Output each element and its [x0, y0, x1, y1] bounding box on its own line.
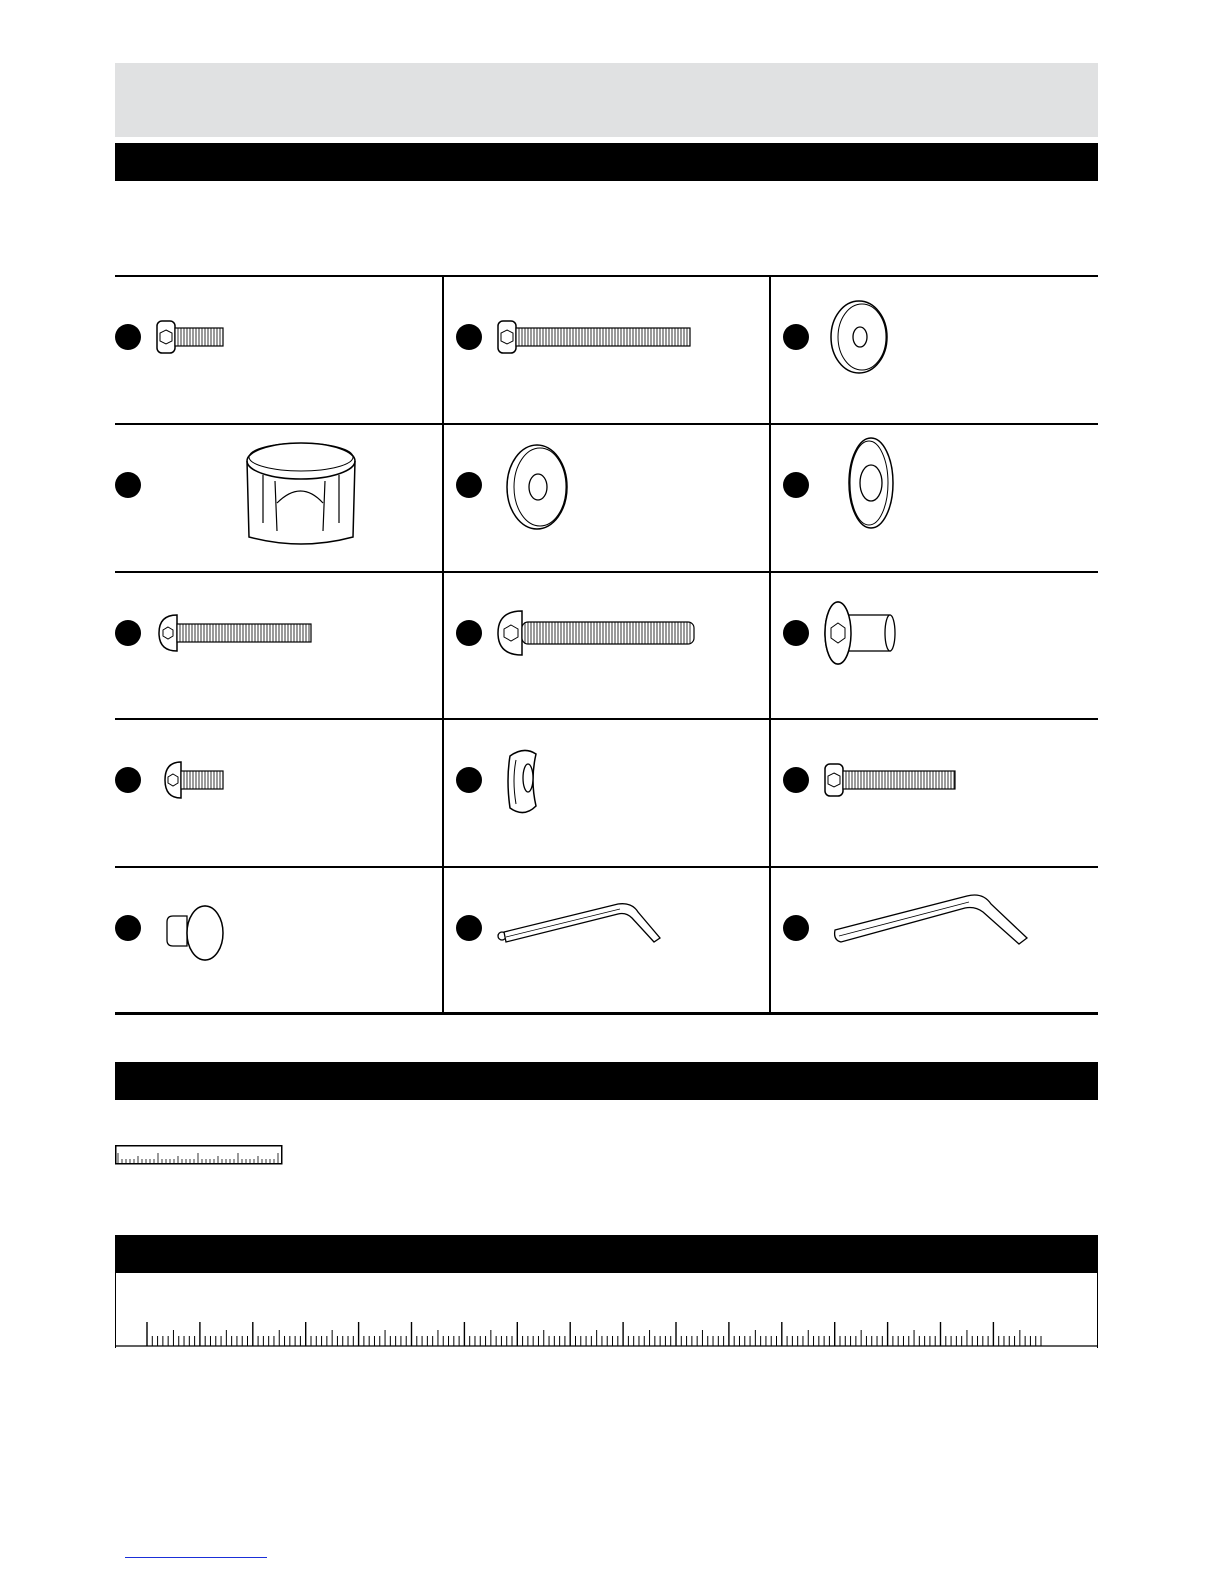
ball-end-allen-key-icon [442, 866, 769, 1014]
medium-socket-bolt-icon [769, 718, 1096, 866]
curved-washer-icon [769, 275, 1096, 423]
header-banner [115, 63, 1098, 137]
hardware-cell [115, 718, 442, 866]
hardware-grid [115, 275, 1098, 1015]
allen-key-icon [769, 866, 1096, 1014]
mini-ruler [115, 1145, 283, 1165]
hardware-cell [769, 718, 1096, 866]
long-socket-bolt-icon [442, 275, 769, 423]
plastic-leg-cap-icon [115, 423, 442, 571]
hardware-cell [442, 866, 769, 1014]
flat-washer-icon [769, 423, 1096, 571]
scale-section-bar [115, 1235, 1098, 1273]
hardware-cell [442, 423, 769, 571]
short-socket-bolt-icon [115, 275, 442, 423]
hardware-cell [442, 571, 769, 719]
hardware-cell [769, 571, 1096, 719]
scale-ruler [115, 1272, 1098, 1348]
hardware-cell [442, 275, 769, 423]
curved-spacer-icon [442, 718, 769, 866]
footer-link[interactable] [125, 1557, 267, 1558]
hardware-cell [769, 275, 1096, 423]
hardware-cell [115, 571, 442, 719]
short-button-bolt-icon [115, 718, 442, 866]
ruler-section-bar [115, 1062, 1098, 1100]
barrel-nut-icon [769, 571, 1096, 719]
curved-washer-large-icon [442, 423, 769, 571]
medium-button-bolt-icon [115, 571, 442, 719]
hardware-cell [115, 866, 442, 1014]
hardware-cell [769, 423, 1096, 571]
hardware-cell [442, 718, 769, 866]
hardware-cell [769, 866, 1096, 1014]
long-button-bolt-icon [442, 571, 769, 719]
hardware-cell [115, 423, 442, 571]
hardware-section-bar [115, 143, 1098, 181]
dome-cap-nut-icon [115, 866, 442, 1014]
hardware-cell [115, 275, 442, 423]
